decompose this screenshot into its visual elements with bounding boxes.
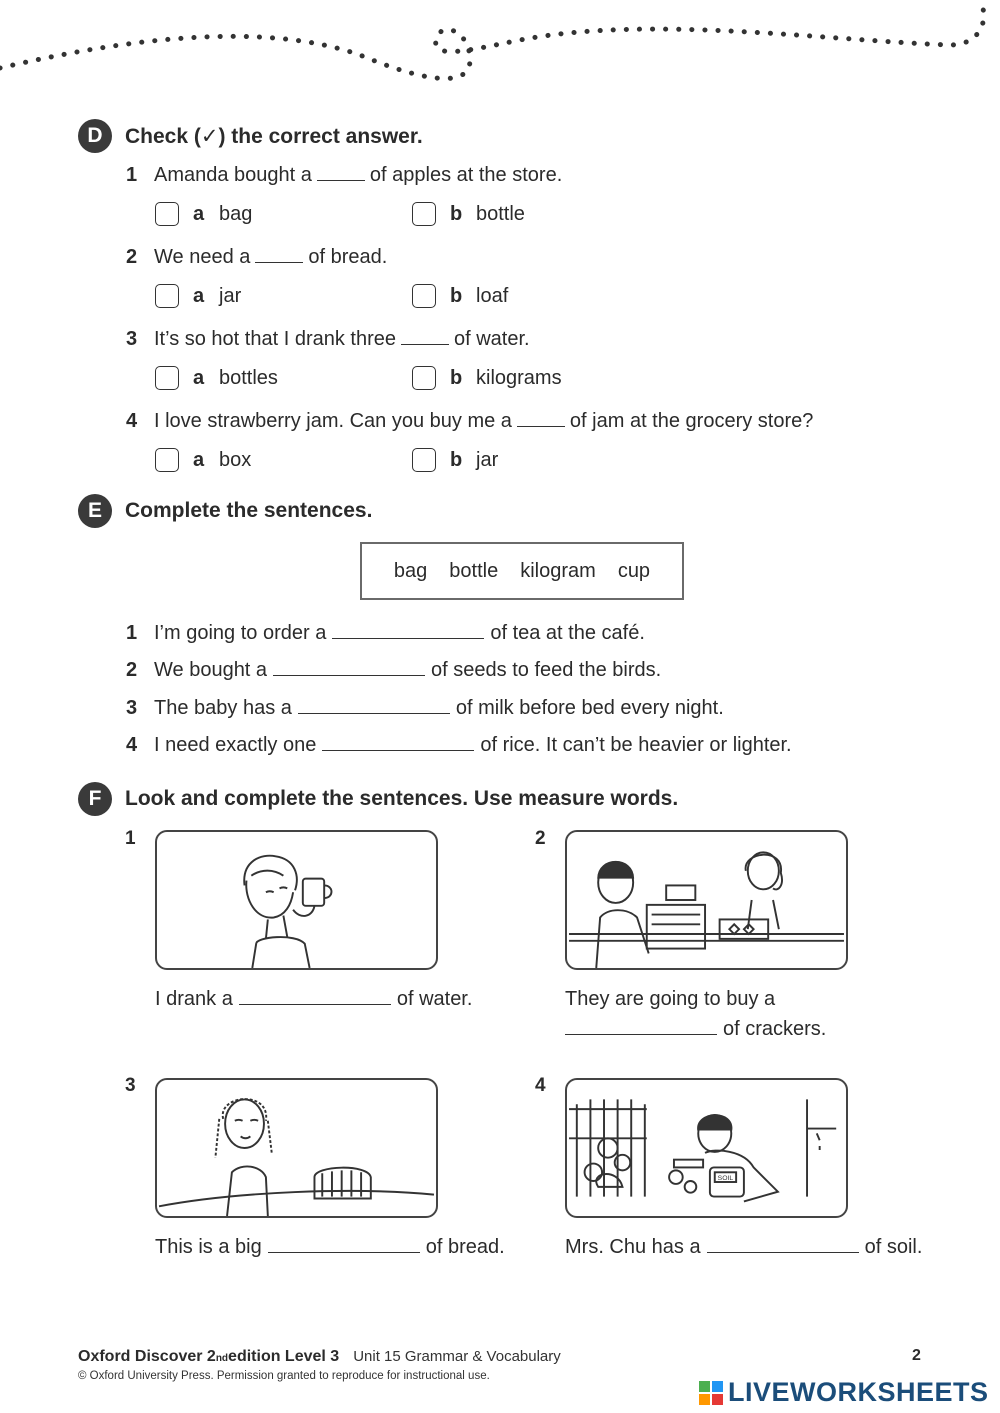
checkbox[interactable] — [155, 202, 179, 226]
option-letter: a — [193, 284, 205, 307]
sentence-text: I need exactly one — [154, 734, 317, 756]
picture-number: 3 — [125, 1075, 136, 1096]
picture-number: 2 — [535, 828, 546, 849]
sentence-text: The baby has a — [154, 697, 292, 719]
sentence-number: 2 — [126, 659, 138, 681]
option-text: bottles — [219, 366, 278, 389]
option-letter: b — [450, 202, 463, 225]
answer-blank[interactable] — [298, 712, 450, 714]
sentence-text: of rice. It can’t be heavier or lighter. — [480, 734, 792, 756]
sentence-number: 1 — [126, 622, 138, 644]
option-3b[interactable] — [412, 366, 562, 390]
checkbox[interactable] — [412, 202, 436, 226]
option-text: bottle — [476, 202, 525, 225]
answer-blank[interactable] — [322, 749, 474, 751]
option-text: jar — [219, 284, 242, 307]
word-bank-item: bottle — [449, 559, 499, 582]
liveworksheets-brand: LIVEWORKSHEETS — [728, 1377, 989, 1407]
unit-label: Unit 15 Grammar & Vocabulary — [353, 1348, 561, 1365]
question-text: Amanda bought a — [154, 164, 312, 186]
decorative-dotted-line — [0, 0, 1000, 110]
question-number: 1 — [126, 164, 138, 186]
picture-number: 4 — [535, 1075, 546, 1096]
question-text: We need a — [154, 246, 251, 268]
option-letter: b — [450, 366, 463, 389]
checkbox[interactable] — [155, 284, 179, 308]
picture-garden — [565, 1078, 848, 1218]
question-4 — [126, 410, 813, 433]
option-letter: a — [193, 448, 205, 471]
answer-blank — [401, 343, 449, 345]
answer-blank[interactable] — [565, 1033, 717, 1035]
option-letter: b — [450, 284, 463, 307]
option-4b[interactable] — [412, 448, 498, 472]
sentence-number: 3 — [126, 697, 138, 719]
caption-text: of soil. — [864, 1236, 923, 1258]
caption-2b — [565, 1018, 826, 1041]
word-bank-item: cup — [617, 559, 651, 582]
option-3a[interactable] — [155, 366, 278, 390]
answer-blank — [317, 179, 365, 181]
sentence-4 — [126, 734, 792, 757]
liveworksheets-logo-icon — [698, 1380, 724, 1406]
question-text: I love strawberry jam. Can you buy me a — [154, 410, 512, 432]
caption-3 — [155, 1236, 505, 1259]
option-letter: b — [450, 448, 463, 471]
book-edition: edition Level 3 — [228, 1348, 340, 1365]
option-4a[interactable] — [155, 448, 251, 472]
caption-4 — [565, 1236, 922, 1259]
question-text: of jam at the grocery store? — [569, 410, 814, 432]
option-text: bag — [219, 202, 253, 225]
option-text: jar — [476, 448, 499, 471]
word-bank — [360, 542, 684, 600]
picture-girl-bread — [155, 1078, 438, 1218]
option-text: loaf — [476, 284, 509, 307]
option-1b[interactable] — [412, 202, 525, 226]
option-2a[interactable] — [155, 284, 241, 308]
question-2 — [126, 246, 387, 269]
caption-1 — [155, 988, 472, 1011]
copyright-notice: © Oxford University Press. Permission granted to reproduce for instructional use. — [78, 1370, 490, 1382]
question-number: 2 — [126, 246, 138, 268]
section-e-badge: E — [78, 494, 112, 528]
answer-blank — [255, 261, 303, 263]
question-number: 3 — [126, 328, 138, 350]
caption-text: of bread. — [425, 1236, 505, 1258]
edition-superscript: nd — [215, 1353, 229, 1364]
word-bank-item: bag — [393, 559, 428, 582]
answer-blank[interactable] — [268, 1251, 420, 1253]
section-f-header — [78, 781, 678, 817]
sentence-text: of milk before bed every night. — [455, 697, 724, 719]
checkbox[interactable] — [155, 366, 179, 390]
section-f-badge: F — [78, 782, 112, 816]
section-d-badge: D — [78, 119, 112, 153]
sentence-3 — [126, 697, 724, 720]
checkbox[interactable] — [412, 448, 436, 472]
garden-illustration — [567, 1080, 846, 1216]
checkbox[interactable] — [155, 448, 179, 472]
picture-number: 1 — [125, 828, 136, 849]
answer-blank — [517, 425, 565, 427]
store-counter-illustration — [567, 832, 846, 968]
picture-store-counter — [565, 830, 848, 970]
sentence-text: We bought a — [154, 659, 268, 681]
caption-text: I drank a — [155, 988, 233, 1010]
caption-text: of water. — [396, 988, 473, 1010]
option-1a[interactable] — [155, 202, 252, 226]
picture-girl-drinking — [155, 830, 438, 970]
sentence-1 — [126, 622, 645, 645]
option-text: box — [219, 448, 252, 471]
option-text: kilograms — [476, 366, 562, 389]
caption-2a — [565, 988, 775, 1011]
answer-blank[interactable] — [239, 1003, 391, 1005]
question-1 — [126, 164, 562, 187]
sentence-number: 4 — [126, 734, 138, 756]
section-d-title: Check (✓) the correct answer. — [125, 124, 423, 148]
girl-drinking-illustration — [157, 832, 436, 968]
caption-text: This is a big — [155, 1236, 262, 1258]
question-text: of apples at the store. — [369, 164, 563, 186]
sentence-text: of seeds to feed the birds. — [431, 659, 662, 681]
caption-text: of crackers. — [723, 1018, 827, 1040]
footer-book-title — [78, 1348, 561, 1366]
sentence-text: of tea at the café. — [490, 622, 645, 644]
question-text: of bread. — [308, 246, 388, 268]
checkbox[interactable] — [412, 284, 436, 308]
question-3 — [126, 328, 530, 351]
section-e-title: Complete the sentences. — [125, 499, 373, 522]
checkbox[interactable] — [412, 366, 436, 390]
option-2b[interactable] — [412, 284, 508, 308]
sentence-2 — [126, 659, 661, 682]
answer-blank[interactable] — [273, 674, 425, 676]
caption-text: They are going to buy a — [565, 988, 776, 1010]
question-number: 4 — [126, 410, 138, 432]
answer-blank[interactable] — [707, 1251, 859, 1253]
girl-bread-illustration — [157, 1080, 436, 1216]
question-text: of water. — [454, 328, 530, 350]
caption-text: Mrs. Chu has a — [565, 1236, 701, 1258]
option-letter: a — [193, 202, 205, 225]
page-number: 2 — [912, 1347, 921, 1364]
option-letter: a — [193, 366, 205, 389]
word-bank-item: kilogram — [520, 559, 596, 582]
question-text: It’s so hot that I drank three — [154, 328, 396, 350]
soil-bag-label: SOIL — [717, 1175, 734, 1183]
section-e-header — [78, 493, 372, 529]
section-d-header — [78, 118, 423, 154]
section-f-title: Look and complete the sentences. Use measure words. — [125, 787, 679, 810]
book-name: Oxford Discover 2 — [78, 1348, 216, 1365]
liveworksheets-logo[interactable] — [698, 1377, 989, 1408]
answer-blank[interactable] — [332, 637, 484, 639]
sentence-text: I’m going to order a — [154, 622, 327, 644]
